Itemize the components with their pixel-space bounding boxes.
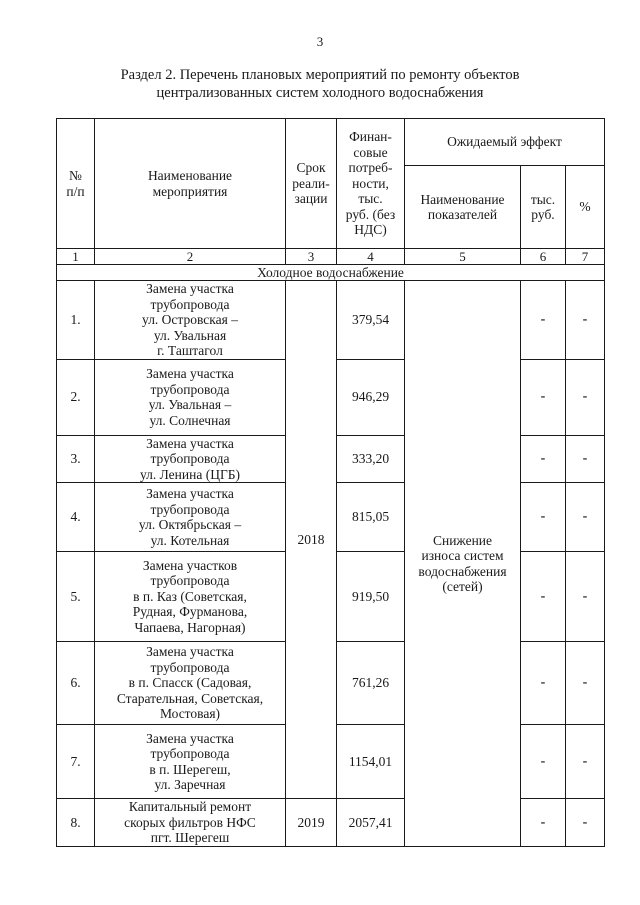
measure-name-line: в п. Спасск (Садовая, [128, 675, 252, 691]
cell-line: руб. [531, 207, 555, 222]
effect-percent: - [566, 281, 605, 360]
cell-line: тыс. [358, 191, 383, 207]
section-title: Холодное водоснабжение [57, 265, 605, 281]
financial-need: 919,50 [337, 552, 405, 642]
implementation-term: 2018 [286, 281, 337, 799]
effect-percent: - [566, 435, 605, 483]
table-row [57, 281, 605, 360]
effect-thousand-rub: - [521, 725, 566, 799]
measure-name-line: пгт. Шерегеш [150, 830, 230, 846]
cell-line: Наименование [420, 191, 505, 207]
cell-line: тыс. [530, 191, 556, 207]
measure-name [95, 725, 286, 799]
measure-name [95, 359, 286, 435]
effect-percent: - [566, 642, 605, 725]
measure-name [95, 642, 286, 725]
column-index: 5 [405, 249, 521, 265]
cell-line: Финан- [349, 129, 392, 145]
cell-line: мероприятия [152, 183, 228, 199]
effect-thousand-rub: - [521, 799, 566, 847]
measures-table [56, 118, 605, 847]
measure-name-line: Замена участка [146, 281, 234, 296]
row-number: 5. [57, 552, 95, 642]
measure-name-line: Старательная, Советская, [116, 690, 264, 706]
effect-thousand-rub: - [521, 552, 566, 642]
financial-need: 379,54 [337, 281, 405, 360]
cell-line: ности, [352, 175, 389, 191]
effect-percent: - [566, 483, 605, 552]
header-row-1 [57, 119, 605, 166]
measure-name-line: ул. Ленина (ЦГБ) [139, 466, 241, 482]
effect-percent: - [566, 359, 605, 435]
measure-name-line: г. Таштагол [157, 343, 223, 358]
measure-name-line: ул. Увальная [153, 327, 227, 343]
heading-line-2: централизованных систем холодного водоснабжения [156, 85, 484, 101]
table-body [57, 119, 605, 847]
header-term [286, 119, 337, 249]
indicator-line: износа систем [421, 548, 504, 563]
effect-thousand-rub: - [521, 359, 566, 435]
section-row [57, 265, 605, 281]
measure-name-line: Капитальный ремонт [128, 799, 252, 815]
cell-line: руб. (без [345, 206, 396, 222]
measure-name-line: ул. Солнечная [149, 412, 231, 428]
measure-name-line: ул. Октябрьская – [138, 517, 242, 532]
measure-name-line: трубопровода [150, 659, 230, 675]
cell-line: Наименование [147, 168, 233, 183]
row-number: 7. [57, 725, 95, 799]
header-name [95, 119, 286, 249]
effect-percent: - [566, 725, 605, 799]
column-index-row [57, 249, 605, 265]
measure-name [95, 281, 286, 360]
measure-name-line: Замена участков [142, 557, 238, 573]
measure-name-line: трубопровода [150, 451, 230, 466]
row-number: 2. [57, 359, 95, 435]
measure-name-line: Замена участка [146, 644, 234, 660]
row-number: 8. [57, 799, 95, 847]
measure-name [95, 483, 286, 552]
measure-name-line: в п. Шерегеш, [149, 761, 231, 777]
header-effect: Ожидаемый эффект [405, 119, 605, 166]
indicator-name [405, 281, 521, 847]
measure-name-line: трубопровода [150, 296, 230, 312]
cell-line: реали- [292, 175, 330, 191]
cell-line: совые [353, 144, 388, 160]
row-number: 1. [57, 281, 95, 360]
row-number: 6. [57, 642, 95, 725]
cell-line: показателей [427, 207, 498, 222]
effect-percent: - [566, 799, 605, 847]
cell-line: зации [294, 191, 328, 207]
implementation-term: 2019 [286, 799, 337, 847]
header-num [57, 119, 95, 249]
effect-percent: - [566, 552, 605, 642]
column-index: 2 [95, 249, 286, 265]
row-number: 4. [57, 483, 95, 552]
measure-name-line: Замена участка [146, 435, 234, 451]
financial-need: 761,26 [337, 642, 405, 725]
measure-name-line: в п. Каз (Советская, [133, 588, 247, 604]
measure-name-line: ул. Увальная – [148, 397, 232, 412]
column-index: 7 [566, 249, 605, 265]
effect-thousand-rub: - [521, 642, 566, 725]
measure-name-line: скорых фильтров НФС [124, 814, 256, 830]
heading-line-1: Раздел 2. Перечень плановых мероприятий по ремонту объектов [120, 67, 520, 83]
header-thousand [521, 166, 566, 249]
measure-name-line: трубопровода [150, 501, 230, 517]
measure-name-line: Рудная, Фурманова, [132, 604, 248, 620]
financial-need: 1154,01 [337, 725, 405, 799]
cell-line: НДС) [354, 222, 387, 238]
page-number: 3 [316, 34, 324, 49]
cell-line: потреб- [348, 160, 393, 176]
table-row [57, 799, 605, 847]
effect-thousand-rub: - [521, 281, 566, 360]
header-indicator [405, 166, 521, 249]
measure-name-line: трубопровода [150, 746, 230, 761]
section-heading [100, 66, 540, 102]
column-index: 1 [57, 249, 95, 265]
measure-name-line: Замена участка [146, 730, 234, 746]
indicator-line: водоснабжения [418, 563, 507, 579]
cell-line: Срок [296, 160, 326, 176]
header-percent: % [566, 166, 605, 249]
measure-name [95, 552, 286, 642]
financial-need: 815,05 [337, 483, 405, 552]
financial-need: 2057,41 [337, 799, 405, 847]
financial-need: 333,20 [337, 435, 405, 483]
cell-line: п/п [66, 183, 85, 199]
measure-name-line: трубопровода [150, 573, 230, 589]
measure-name-line: Мостовая) [159, 706, 221, 722]
measure-name-line: Чапаева, Нагорная) [134, 619, 246, 635]
effect-thousand-rub: - [521, 435, 566, 483]
header-finance [337, 119, 405, 249]
measure-name-line: ул. Островская – [142, 312, 238, 327]
measure-name-line: Замена участка [146, 366, 234, 381]
column-index: 4 [337, 249, 405, 265]
indicator-line: Снижение [432, 532, 493, 548]
row-number: 3. [57, 435, 95, 483]
effect-thousand-rub: - [521, 483, 566, 552]
measure-name-line: ул. Заречная [154, 777, 226, 792]
financial-need: 946,29 [337, 359, 405, 435]
column-index: 6 [521, 249, 566, 265]
measure-name-line: ул. Котельная [150, 532, 230, 548]
measure-name-line: трубопровода [150, 381, 230, 397]
indicator-line: (сетей) [442, 579, 483, 594]
measure-name-line: Замена участка [146, 486, 234, 501]
measure-name [95, 435, 286, 483]
column-index: 3 [286, 249, 337, 265]
measure-name [95, 799, 286, 847]
cell-line: № [69, 168, 82, 183]
